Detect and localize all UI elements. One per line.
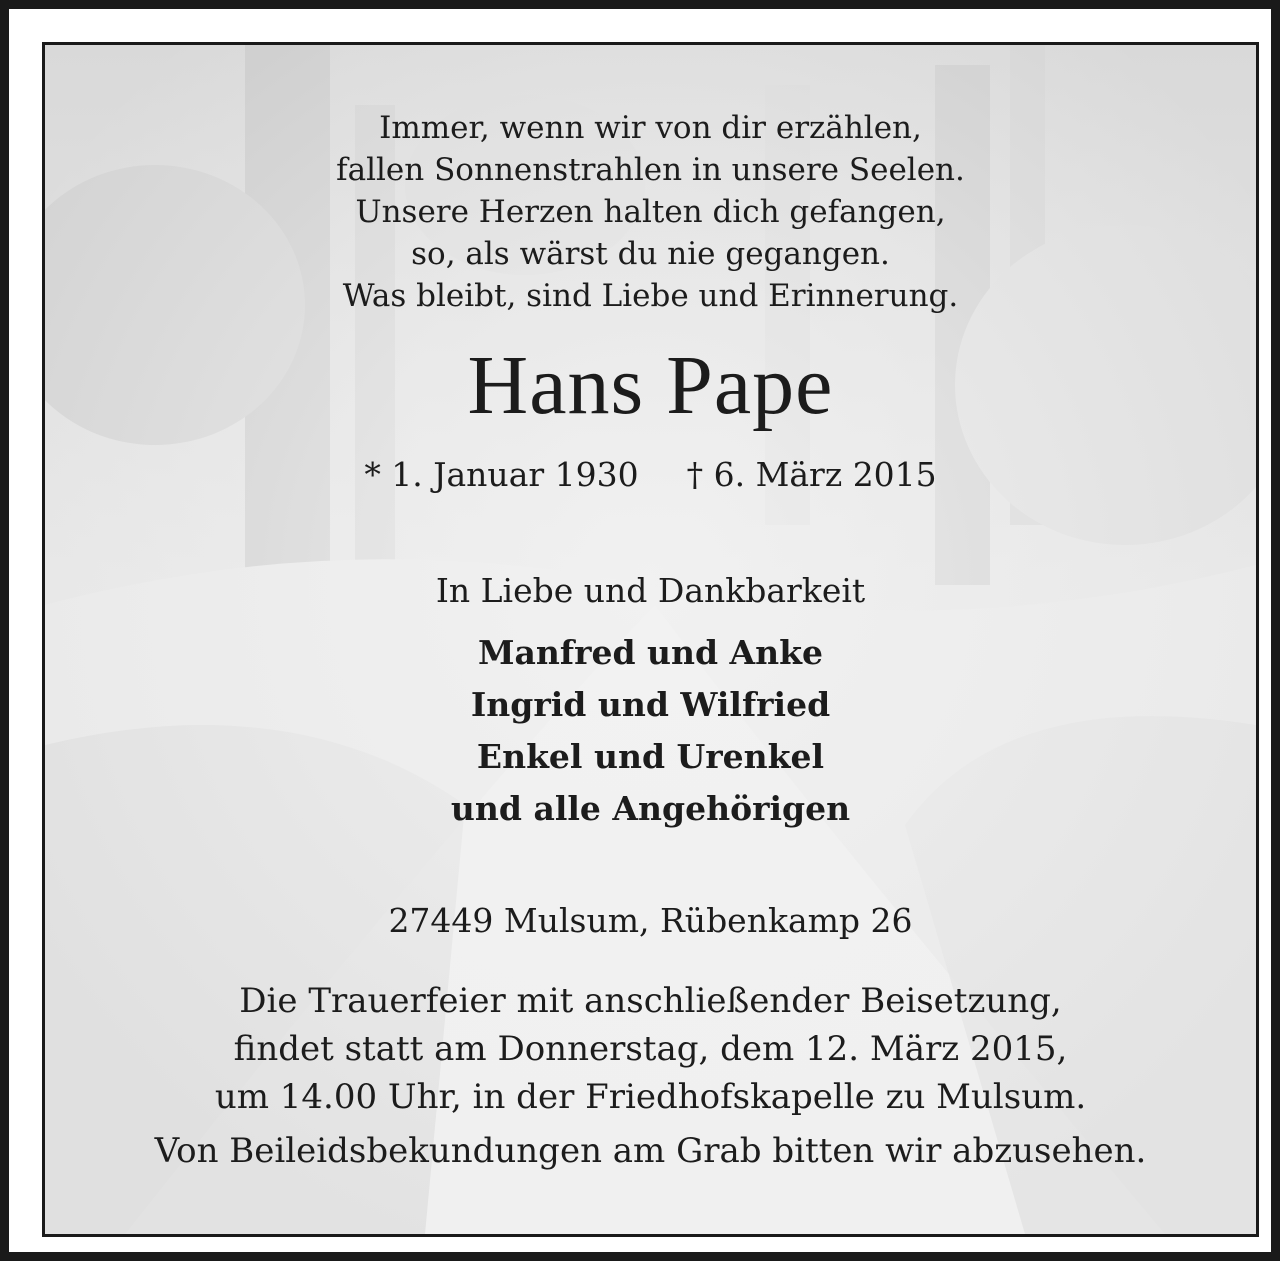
dedication: In Liebe und Dankbarkeit (435, 571, 866, 610)
death-date: † 6. März 2015 (686, 455, 937, 494)
life-dates (45, 455, 1256, 495)
poem-line: so, als wärst du nie gegangen. (411, 236, 890, 272)
service-info-line: findet statt am Donnerstag, dem 12. März 2015, (233, 1029, 1068, 1069)
deceased-name: Hans Pape (467, 339, 834, 432)
service-info-line: um 14.00 Uhr, in der Friedhofskapelle zu Mulsum. (214, 1077, 1087, 1117)
mourner-line: Manfred und Anke (477, 633, 824, 672)
family-address: 27449 Mulsum, Rübenkamp 26 (388, 901, 913, 940)
mourner-line: und alle Angehörigen (450, 789, 851, 828)
service-info-line: Die Trauerfeier mit anschließender Beisetzung, (239, 981, 1062, 1021)
poem-line: Immer, wenn wir von dir erzählen, (379, 110, 922, 146)
condolence-note: Von Beileidsbekundungen am Grab bitten wir abzusehen. (154, 1131, 1147, 1171)
mourner-line: Enkel und Urenkel (476, 737, 825, 776)
poem-line: Was bleibt, sind Liebe und Erinnerung. (342, 278, 959, 314)
poem-line: Unsere Herzen halten dich gefangen, (355, 194, 946, 230)
poem-line: fallen Sonnenstrahlen in unsere Seelen. (336, 152, 965, 188)
obituary-text-block (45, 45, 1256, 1234)
birth-date: * 1. Januar 1930 (364, 455, 639, 494)
notice-panel (42, 42, 1259, 1237)
mourner-line: Ingrid und Wilfried (470, 685, 831, 724)
